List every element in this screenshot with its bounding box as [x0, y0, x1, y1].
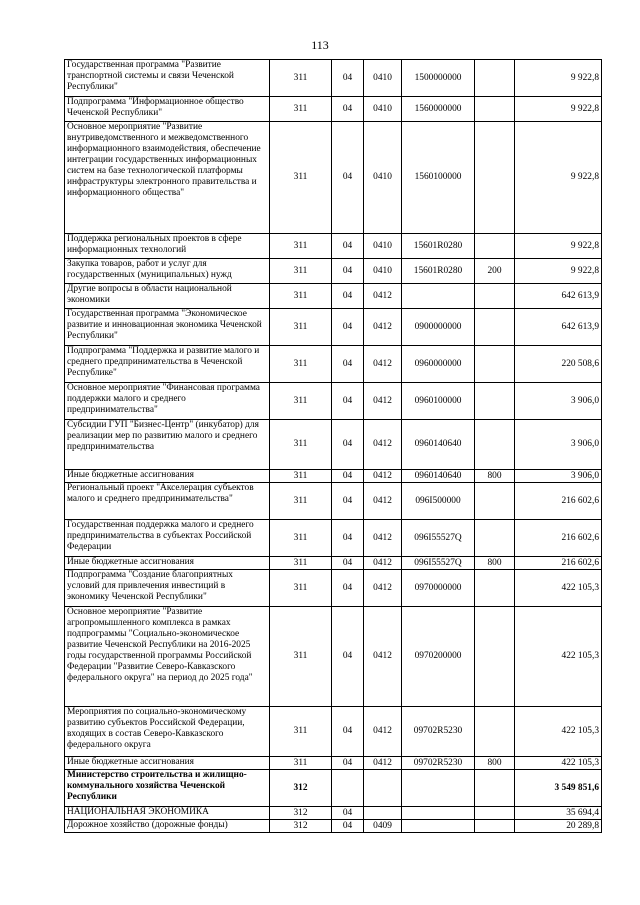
row-gr-cell: 311 [270, 383, 332, 420]
row-vr-cell [475, 520, 515, 557]
budget-table [64, 59, 602, 833]
table-row [65, 707, 602, 757]
table-row [65, 570, 602, 607]
row-gr-cell: 311 [270, 707, 332, 757]
row-vr-cell [475, 807, 515, 820]
table-row [65, 820, 602, 833]
row-vr-cell [475, 570, 515, 607]
row-rz-cell: 04 [332, 259, 364, 284]
row-pr-cell: 0410 [364, 60, 402, 97]
row-pr-cell: 0412 [364, 483, 402, 520]
row-pr-cell: 0412 [364, 520, 402, 557]
row-cs-cell: 15601R0280 [402, 259, 475, 284]
row-gr-cell: 311 [270, 607, 332, 707]
row-name-cell: Государственная программа "Развитие транспортной системы и связи Чеченской Республики" [65, 60, 270, 97]
row-sum-cell: 9 922,8 [515, 122, 602, 234]
row-rz-cell: 04 [332, 757, 364, 770]
row-sum-cell: 642 613,9 [515, 284, 602, 309]
row-pr-cell: 0412 [364, 570, 402, 607]
row-cs-cell [402, 770, 475, 807]
row-pr-cell: 0412 [364, 309, 402, 346]
row-sum-cell: 9 922,8 [515, 234, 602, 259]
row-cs-cell: 096I500000 [402, 483, 475, 520]
row-cs-cell: 0970000000 [402, 570, 475, 607]
row-pr-cell: 0410 [364, 122, 402, 234]
page-number: 113 [311, 38, 329, 52]
row-sum-cell: 9 922,8 [515, 97, 602, 122]
row-cs-cell: 0960140640 [402, 420, 475, 470]
row-name-cell: Подпрограмма "Создание благоприятных условий для привлечения инвестиций в экономику Чеченской Республики" [65, 570, 270, 607]
row-sum-cell: 422 105,3 [515, 707, 602, 757]
row-name-cell: Подпрограмма "Поддержка и развитие малого и среднего предпринимательства в Чеченской Республике" [65, 346, 270, 383]
row-gr-cell: 311 [270, 284, 332, 309]
row-rz-cell: 04 [332, 420, 364, 470]
row-sum-cell: 9 922,8 [515, 60, 602, 97]
row-cs-cell: 1560100000 [402, 122, 475, 234]
row-name-cell: Другие вопросы в области национальной экономики [65, 284, 270, 309]
row-sum-cell: 3 906,0 [515, 420, 602, 470]
row-vr-cell [475, 607, 515, 707]
row-name-cell: Министерство строительства и жилищно-коммунального хозяйства Чеченской Республики [65, 770, 270, 807]
table-row [65, 97, 602, 122]
row-vr-cell [475, 820, 515, 833]
row-vr-cell [475, 309, 515, 346]
table-row [65, 520, 602, 557]
row-name-cell: Дорожное хозяйство (дорожные фонды) [65, 820, 270, 833]
row-rz-cell: 04 [332, 570, 364, 607]
row-vr-cell [475, 483, 515, 520]
table-row [65, 383, 602, 420]
row-name-cell: Закупка товаров, работ и услуг для государственных (муниципальных) нужд [65, 259, 270, 284]
row-gr-cell: 311 [270, 259, 332, 284]
row-pr-cell: 0412 [364, 757, 402, 770]
row-gr-cell: 311 [270, 470, 332, 483]
row-gr-cell: 312 [270, 770, 332, 807]
row-gr-cell: 311 [270, 60, 332, 97]
row-sum-cell: 422 105,3 [515, 607, 602, 707]
row-vr-cell: 800 [475, 557, 515, 570]
row-pr-cell: 0412 [364, 346, 402, 383]
row-cs-cell: 15601R0280 [402, 234, 475, 259]
row-vr-cell [475, 707, 515, 757]
row-gr-cell: 311 [270, 757, 332, 770]
row-vr-cell [475, 234, 515, 259]
row-vr-cell: 200 [475, 259, 515, 284]
row-rz-cell: 04 [332, 470, 364, 483]
row-rz-cell: 04 [332, 557, 364, 570]
row-sum-cell: 35 694,4 [515, 807, 602, 820]
row-vr-cell [475, 383, 515, 420]
row-gr-cell: 312 [270, 807, 332, 820]
row-rz-cell: 04 [332, 383, 364, 420]
row-pr-cell: 0412 [364, 557, 402, 570]
row-vr-cell [475, 770, 515, 807]
row-vr-cell [475, 97, 515, 122]
row-rz-cell: 04 [332, 707, 364, 757]
row-name-cell: НАЦИОНАЛЬНАЯ ЭКОНОМИКА [65, 807, 270, 820]
row-name-cell: Основное мероприятие "Развитие агропромышленного комплекса в рамках подпрограммы "Социально-экономическое развитие Чеченской Республики на 2016-2025 годы государственной программы Российской Федерации "Развитие Северо-Кавказского федерального округа" на период до 2025 года" [65, 607, 270, 707]
row-sum-cell: 3 549 851,6 [515, 770, 602, 807]
row-gr-cell: 312 [270, 820, 332, 833]
row-cs-cell: 096I55527Q [402, 557, 475, 570]
row-vr-cell [475, 122, 515, 234]
row-pr-cell: 0410 [364, 234, 402, 259]
row-sum-cell: 3 906,0 [515, 470, 602, 483]
row-cs-cell: 09702R5230 [402, 707, 475, 757]
row-vr-cell [475, 284, 515, 309]
row-pr-cell [364, 770, 402, 807]
table-row [65, 284, 602, 309]
row-name-cell: Государственная программа "Экономическое развитие и инновационная экономика Чеченской Республики" [65, 309, 270, 346]
row-sum-cell: 422 105,3 [515, 757, 602, 770]
row-sum-cell: 216 602,6 [515, 557, 602, 570]
table-row [65, 807, 602, 820]
row-name-cell: Иные бюджетные ассигнования [65, 757, 270, 770]
row-vr-cell [475, 420, 515, 470]
row-gr-cell: 311 [270, 483, 332, 520]
row-vr-cell: 800 [475, 757, 515, 770]
row-rz-cell: 04 [332, 122, 364, 234]
row-name-cell: Иные бюджетные ассигнования [65, 470, 270, 483]
row-name-cell: Субсидии ГУП "Бизнес-Центр" (инкубатор) для реализации мер по развитию малого и среднего предпринимательства [65, 420, 270, 470]
row-rz-cell: 04 [332, 97, 364, 122]
row-gr-cell: 311 [270, 557, 332, 570]
row-gr-cell: 311 [270, 420, 332, 470]
row-pr-cell: 0409 [364, 820, 402, 833]
row-vr-cell [475, 346, 515, 383]
row-cs-cell: 0970200000 [402, 607, 475, 707]
row-cs-cell [402, 807, 475, 820]
row-gr-cell: 311 [270, 234, 332, 259]
row-cs-cell [402, 284, 475, 309]
row-rz-cell [332, 770, 364, 807]
row-vr-cell [475, 60, 515, 97]
table-row [65, 757, 602, 770]
row-gr-cell: 311 [270, 346, 332, 383]
row-sum-cell: 3 906,0 [515, 383, 602, 420]
row-vr-cell: 800 [475, 470, 515, 483]
row-pr-cell: 0412 [364, 607, 402, 707]
row-sum-cell: 422 105,3 [515, 570, 602, 607]
table-row [65, 770, 602, 807]
table-row [65, 234, 602, 259]
row-cs-cell: 0960140640 [402, 470, 475, 483]
row-name-cell: Иные бюджетные ассигнования [65, 557, 270, 570]
row-rz-cell: 04 [332, 234, 364, 259]
row-cs-cell: 09702R5230 [402, 757, 475, 770]
row-pr-cell: 0412 [364, 383, 402, 420]
row-pr-cell: 0412 [364, 420, 402, 470]
row-rz-cell: 04 [332, 520, 364, 557]
row-rz-cell: 04 [332, 607, 364, 707]
row-rz-cell: 04 [332, 807, 364, 820]
row-rz-cell: 04 [332, 309, 364, 346]
row-gr-cell: 311 [270, 309, 332, 346]
row-pr-cell: 0410 [364, 259, 402, 284]
row-pr-cell: 0412 [364, 284, 402, 309]
row-name-cell: Основное мероприятие "Финансовая программа поддержки малого и среднего предпринимательства" [65, 383, 270, 420]
row-rz-cell: 04 [332, 60, 364, 97]
row-cs-cell: 1560000000 [402, 97, 475, 122]
row-pr-cell [364, 807, 402, 820]
row-cs-cell: 0960100000 [402, 383, 475, 420]
row-gr-cell: 311 [270, 97, 332, 122]
table-row [65, 309, 602, 346]
row-name-cell: Региональный проект "Акселерация субъектов малого и среднего предпринимательства" [65, 483, 270, 520]
table-row [65, 607, 602, 707]
row-gr-cell: 311 [270, 570, 332, 607]
table-row [65, 122, 602, 234]
row-cs-cell: 0900000000 [402, 309, 475, 346]
table-row [65, 346, 602, 383]
row-gr-cell: 311 [270, 122, 332, 234]
row-rz-cell: 04 [332, 483, 364, 520]
row-name-cell: Поддержка региональных проектов в сфере информационных технологий [65, 234, 270, 259]
row-rz-cell: 04 [332, 820, 364, 833]
row-cs-cell [402, 820, 475, 833]
row-gr-cell: 311 [270, 520, 332, 557]
table-row [65, 420, 602, 470]
row-name-cell: Подпрограмма "Информационное общество Чеченской Республики" [65, 97, 270, 122]
row-cs-cell: 0960000000 [402, 346, 475, 383]
row-sum-cell: 642 613,9 [515, 309, 602, 346]
table-row [65, 557, 602, 570]
table-row [65, 60, 602, 97]
table-row [65, 483, 602, 520]
row-name-cell: Мероприятия по социально-экономическому развитию субъектов Российской Федерации, входящих в состав Северо-Кавказского федерального округа [65, 707, 270, 757]
row-rz-cell: 04 [332, 284, 364, 309]
table-row [65, 259, 602, 284]
row-name-cell: Государственная поддержка малого и среднего предпринимательства в субъектах Российской Федерации [65, 520, 270, 557]
row-sum-cell: 9 922,8 [515, 259, 602, 284]
row-pr-cell: 0410 [364, 97, 402, 122]
table-row [65, 470, 602, 483]
row-sum-cell: 216 602,6 [515, 483, 602, 520]
row-cs-cell: 1500000000 [402, 60, 475, 97]
budget-table-body [65, 60, 602, 833]
row-pr-cell: 0412 [364, 470, 402, 483]
row-sum-cell: 20 289,8 [515, 820, 602, 833]
row-rz-cell: 04 [332, 346, 364, 383]
row-cs-cell: 096I55527Q [402, 520, 475, 557]
row-sum-cell: 220 508,6 [515, 346, 602, 383]
row-pr-cell: 0412 [364, 707, 402, 757]
row-name-cell: Основное мероприятие "Развитие внутриведомственного и межведомственного информационного взаимодействия, обеспечение интеграции государственных информационных систем на базе технологической платформы инфраструктуры электронного правительства и информационного общества" [65, 122, 270, 234]
row-sum-cell: 216 602,6 [515, 520, 602, 557]
